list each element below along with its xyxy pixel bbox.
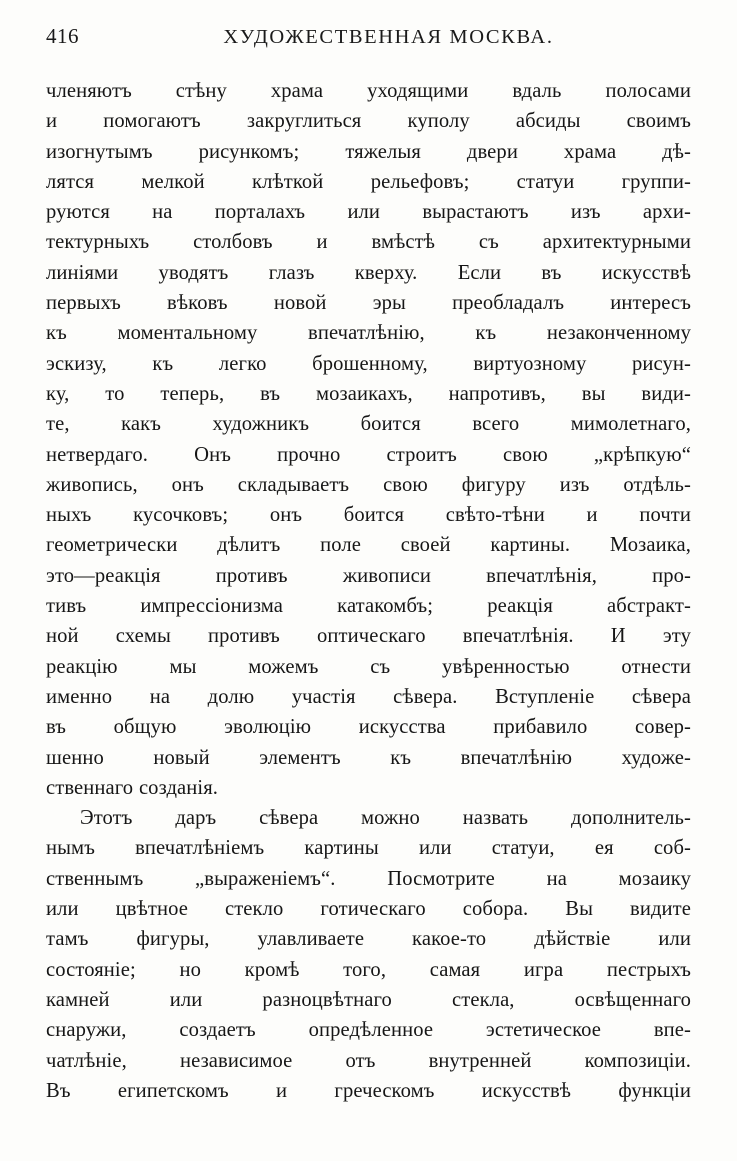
text-line: изогнутымъ рисункомъ; тяжелыя двери храма дѣ- <box>46 140 691 163</box>
text-line: чатлѣніе, независимое отъ внутренней композиціи. <box>46 1049 691 1072</box>
text-line: шенно новый элементъ къ впечатлѣнію художе- <box>46 746 691 769</box>
paragraph-2 <box>46 803 691 1106</box>
text-line: камней или разноцвѣтнаго стекла, освѣщеннаго <box>46 988 691 1011</box>
page-header <box>46 24 691 58</box>
text-line: въ общую эволюцію искусства прибавило совер- <box>46 716 691 739</box>
text-line: живопись, онъ складываетъ свою фигуру изъ отдѣль- <box>46 473 691 496</box>
text-line: первыхъ вѣковъ новой эры преобладалъ интересъ <box>46 292 691 315</box>
text-line: руются на порталахъ или вырастаютъ изъ архи- <box>46 201 691 224</box>
text-line: ку, то теперь, въ мозаикахъ, напротивъ, вы види- <box>46 382 691 405</box>
text-line: ныхъ кусочковъ; онъ боится свѣто-тѣни и почти <box>46 504 691 527</box>
text-line: тамъ фигуры, улавливаете какое-то дѣйствіе или <box>46 928 691 951</box>
text-line: лятся мелкой клѣткой рельефовъ; статуи группи- <box>46 170 691 193</box>
text-line: состояніе; но кромѣ того, самая игра пестрыхъ <box>46 958 691 981</box>
text-line: ственнаго созданія. <box>46 776 219 799</box>
page-body <box>46 76 691 1106</box>
text-line: и помогаютъ закруглиться куполу абсиды своимъ <box>46 110 691 133</box>
text-line: эскизу, къ легко брошенному, виртуозному рисун- <box>46 352 691 375</box>
text-line: Этотъ даръ сѣвера можно назвать дополнитель- <box>80 807 691 830</box>
running-title: ХУДОЖЕСТВЕННАЯ МОСКВА. <box>223 26 554 48</box>
text-line: линіями уводятъ глазъ кверху. Если въ искусствѣ <box>46 261 691 284</box>
text-line: ной схемы противъ оптическаго впечатлѣнія. И эту <box>46 625 691 648</box>
page-footer-margin <box>0 1101 737 1161</box>
text-line: тивъ импрессіонизма катакомбъ; реакція абстракт- <box>46 595 691 618</box>
text-line: ственнымъ „выраженіемъ“. Посмотрите на мозаику <box>46 867 691 890</box>
page-number: 416 <box>46 24 79 48</box>
text-line: къ моментальному впечатлѣнію, къ незаконченному <box>46 322 691 345</box>
text-line: членяютъ стѣну храма уходящими вдаль полосами <box>46 80 691 102</box>
text-line: или цвѣтное стекло готическаго собора. Вы видите <box>46 898 691 921</box>
text-line: нетвердаго. Онъ прочно строитъ свою „крѣпкую“ <box>46 443 691 466</box>
text-line: именно на долю участія сѣвера. Вступленіе сѣвера <box>46 685 691 708</box>
text-line: Въ египетскомъ и греческомъ искусствѣ функціи <box>46 1079 691 1102</box>
text-line: реакцію мы можемъ съ увѣренностью отнести <box>46 655 691 678</box>
paragraph-1 <box>46 76 691 803</box>
text-line: нымъ впечатлѣніемъ картины или статуи, ея соб- <box>46 837 691 860</box>
text-line: тектурныхъ столбовъ и вмѣстѣ съ архитектурными <box>46 231 691 254</box>
text-line: это—реакція противъ живописи впечатлѣнія, про- <box>46 564 691 587</box>
text-line: снаружи, создаетъ опредѣленное эстетическое впе- <box>46 1019 691 1042</box>
text-line: геометрически дѣлитъ поле своей картины. Мозаика, <box>46 534 691 557</box>
text-line: те, какъ художникъ боится всего мимолетнаго, <box>46 413 691 436</box>
